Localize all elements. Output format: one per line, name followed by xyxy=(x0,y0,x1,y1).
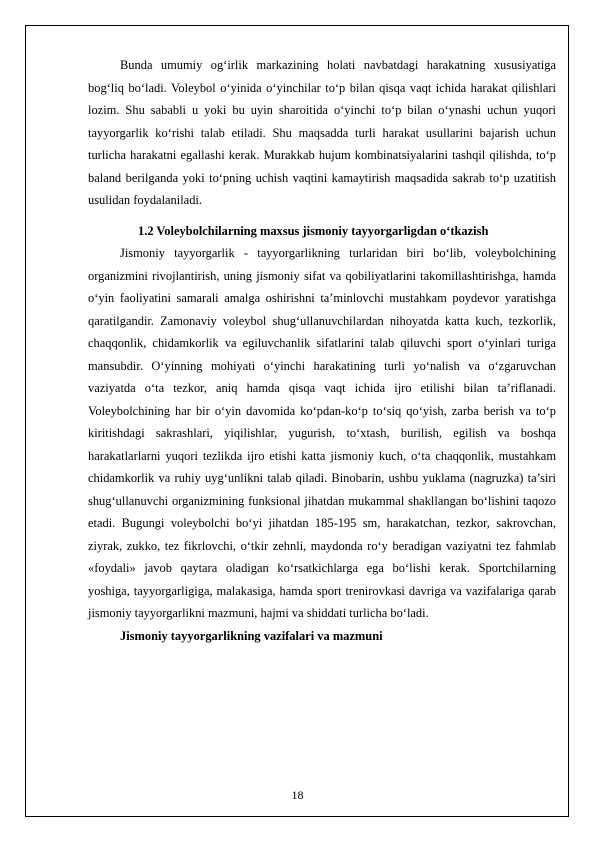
paragraph-intro: Bunda umumiy og‘irlik markazining holati navbatdagi harakatning xususiyatiga bog‘liq bo‘ladi. Voleybol o‘yinida o‘yinchilar to‘p bilan qisqa vaqt ichida harakat qilishlari lozim. Shu sababli u yoki bu uyin sharoitida o‘yinchi to‘p bilan o‘ynashi uchun yuqori tayyorgarlik ko‘rishi talab etiladi. Shu maqsadda turli harakat usullarini bajarish uchun turlicha harakatni egallashi kerak. Murakkab hujum kombinatsiyalarini tashqil qilishda, to‘p baland berilganda yoki to‘pning uchish vaqtini kamaytirish maqsadida sakrab to‘p uzatitish usulidan foydalaniladi. xyxy=(88,58,556,207)
section-heading: 1.2 Voleybolchilarning maxsus jismoniy tayyorgarligdan o‘tkazish xyxy=(138,223,489,238)
document-body xyxy=(88,54,556,647)
page-number: 18 xyxy=(291,788,304,802)
paragraph-physical-training: Jismoniy tayyorgarlik - tayyorgarlikning turlaridan biri bo‘lib, voleybolchining organizmini rivojlantirish, uning jismoniy sifat va qobiliyatlarini takomillashtirishga, hamda o‘yin faoliyatini samarali amalga oshirishni ta’minlovchi mustahkam poydevor yaratishga qaratilgandir. Zamonaviy voleybol shug‘ullanuvchilardan nihoyatda katta kuch, tezkorlik, chaqqonlik, chidamkorlik va egiluvchanlik sifatlarini talab qiluvchi sport o‘yinlari turiga mansubdir. O‘yinning mohiyati o‘yinchi harakatining turli yo‘nalish va o‘zgaruvchan vaziyatda o‘ta tezkor, aniq hamda qisqa vaqt ichida ijro etilishi bilan ta’riflanadi. Voleybolchining har bir o‘yin davomida ko‘pdan-ko‘p to‘siq qo‘yish, zarba berish va to‘p kiritishdagi sakrashlari, yiqilishlar, yugurish, to‘xtash, burilish, egilish va boshqa harakatlarlarni yuqori tezlikda ijro etishi katta jismoniy kuch, o‘ta chaqqonlik, mustahkam chidamkorlik va ruhiy uyg‘unlikni talab qiladi. Binobarin, ushbu yuklama (nagruzka) ta’siri shug‘ullanuvchi organizmining funksional jihatdan mukammal shakllangan bo‘lishini taqozo etadi. Bugungi voleybolchi bo‘yi jihatdan 185-195 sm, harakatchan, tezkor, sakrovchan, ziyrak, zukko, tez fikrlovchi, o‘tkir zehnli, maydonda ro‘y beradigan vaziyatni tez fahmlab «foydali» javob qaytara oladigan ko‘rsatkichlarga ega bo‘lishi kerak. Sportchilarning yoshiga, tayyorgarligiga, malakasiga, hamda sport trenirovkasi davriga va vazifalariga qarab jismoniy tayyorgarlikni mazmuni, hajmi va shiddati turlicha bo‘ladi. xyxy=(88,246,556,620)
subsection-heading: Jismoniy tayyorgarlikning vazifalari va mazmuni xyxy=(120,628,383,643)
